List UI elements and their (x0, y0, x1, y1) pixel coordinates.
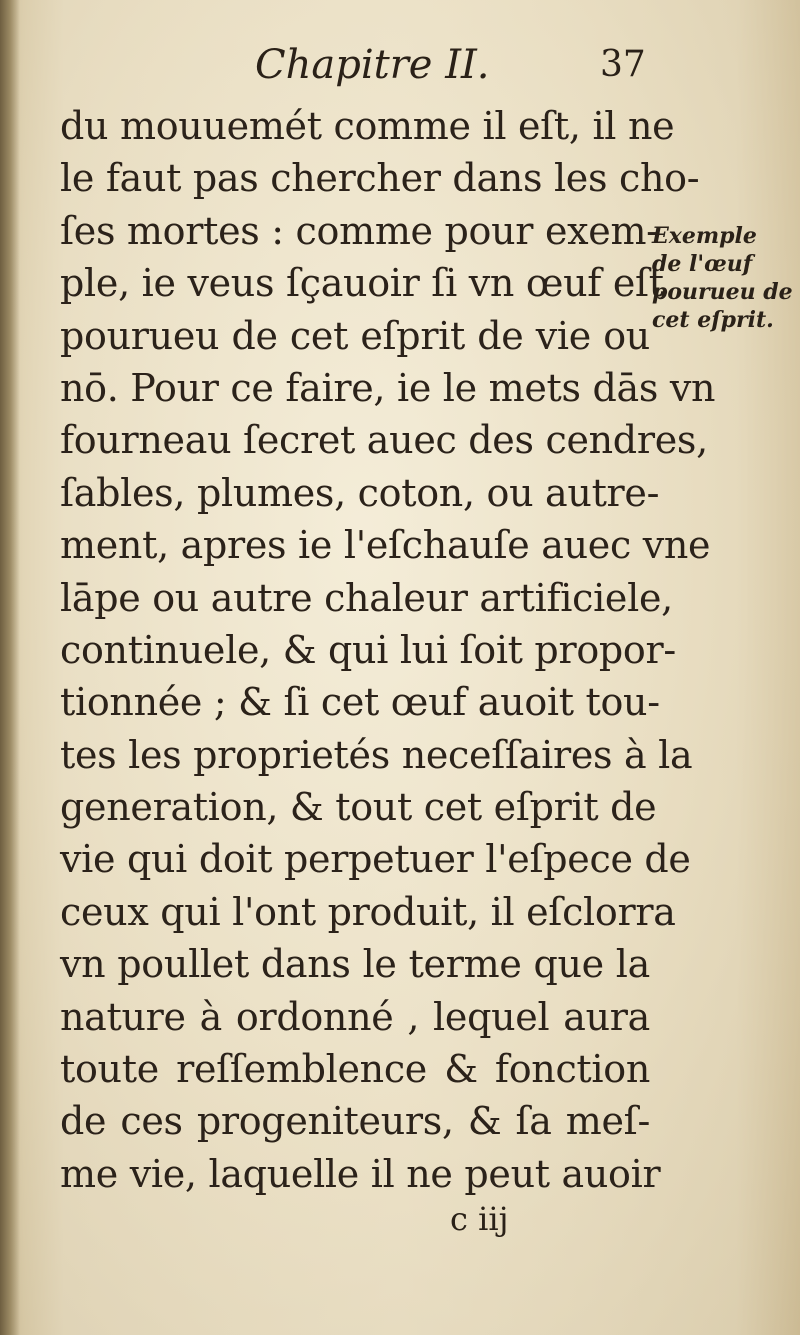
text-line: tionnée ; & ſi cet œuf auoit tou- (60, 680, 660, 725)
text-line: fourneau ſecret auec des cendres, (60, 418, 708, 463)
text-line: vn poullet dans le terme que la (60, 942, 650, 987)
text-line: de ces progeniteurs, & ſa meſ- (60, 1099, 650, 1144)
note-line: Exemple (652, 223, 757, 249)
text-line: nature à ordonné , lequel aura (60, 994, 650, 1039)
text-line: toute reſſemblence & fonction (60, 1047, 650, 1092)
note-line: pourueu de (652, 279, 793, 305)
text-line: ple, ie veus ſçauoir ſi vn œuf eſt (60, 261, 664, 306)
text-line: ment, apres ie l'eſchauſe auec vne (60, 523, 711, 568)
text-line: lāpe ou autre chaleur artificiele, (60, 575, 673, 620)
chapter-title: Chapitre II. (255, 42, 490, 88)
text-line: nō. Pour ce faire, ie le mets dās vn (60, 365, 716, 410)
running-head (255, 42, 655, 102)
text-line: me vie, laquelle il ne peut auoir (60, 1151, 661, 1196)
text-line: vie qui doit perpetuer l'eſpece de (60, 837, 691, 882)
text-line: continuele, & qui lui ſoit propor- (60, 627, 676, 672)
note-line: cet eſprit. (652, 307, 774, 333)
text-line: le faut pas chercher dans les cho- (60, 156, 700, 201)
text-line: generation, & tout cet eſprit de (60, 785, 657, 830)
marginal-note (652, 222, 797, 334)
page-number: 37 (600, 44, 646, 85)
binding-gutter (0, 0, 20, 1335)
note-line: de l'œuf (652, 251, 753, 277)
text-line: tes les proprietés neceſſaires à la (60, 732, 693, 777)
text-line: ſes mortes : comme pour exem- (60, 208, 659, 253)
text-line: pourueu de cet eſprit de vie ou (60, 313, 650, 358)
signature-mark: c iij (450, 1200, 509, 1238)
text-line: ſables, plumes, coton, ou autre- (60, 470, 660, 515)
text-line: du mouuemét comme il eſt, il ne (60, 104, 675, 148)
text-line: ceux qui l'ont produit, il eſclorra (60, 889, 676, 934)
